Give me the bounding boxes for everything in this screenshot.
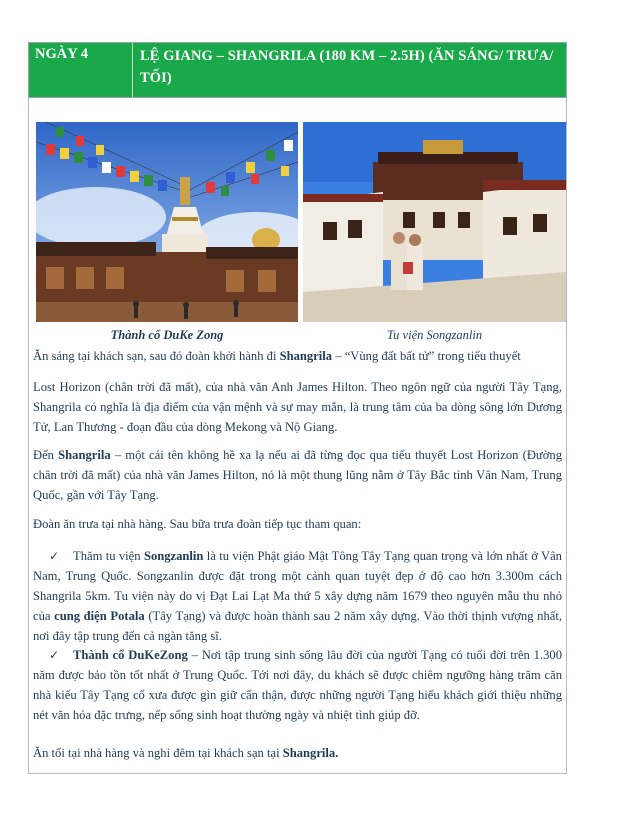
- paragraph-lost-horizon: Lost Horizon (chân trời đã mất), của nhà văn Anh James Hilton. Theo ngôn ngữ của người Tây Tạng, Shangrila có nghĩa là địa điểm của vận mệnh và sự may mắn, là trung tâm của ba dòng sông lớn Dương Tử, Lan Thương - đoạn đầu của dòng Mekong và Nộ Giang.: [33, 380, 562, 434]
- check-icon: ✓: [49, 549, 60, 563]
- day-title: LỆ GIANG – SHANGRILA (180 KM – 2.5H) (ĂN SÁNG/ TRƯA/ TỐI): [140, 48, 554, 86]
- bold-shangrila-2: Shangrila: [58, 448, 111, 462]
- photo-dukezong: [36, 122, 298, 322]
- bullet-dukezong: ✓ Thành cổ DuKeZong – Nơi tập trung sinh sống lâu đời của người Tạng có tuổi đời trên 1.300 năm được bảo tồn tốt nhất ở Trung Quốc. Tới nơi đây, du khách sẽ được chiêm ngưỡng hàng trăm căn nhà kiểu Tây Tạng cổ xưa được gìn giữ cẩn thận, được những người Tạng hiếu khách giới thiệu những nét văn hóa đặc trưng, nếp sống sinh hoạt thường ngày và nhiệt tình giúp đỡ.: [33, 645, 562, 725]
- bullet-songzanlin: ✓ Thăm tu viện Songzanlin là tu viện Phật giáo Mật Tông Tây Tạng quan trọng và lớn nhất ở Vân Nam, Trung Quốc. Songzanlin được đặt trong một cảnh quan tuyệt đẹp ở độ cao hơn 3.300m cách Shangrila 5km. Tu viện này do vị Đạt Lai Lạt Ma thứ 5 xây dựng năm 1679 theo nguyên mẫu thu nhỏ của cung điện Potala (Tây Tạng) và được hoàn thành sau 2 năm xây dựng. Vào thời thịnh vượng nhất, nơi đây tập trung đến cả ngàn tăng sĩ.: [33, 546, 562, 646]
- paragraph-lunch: Đoàn ăn trưa tại nhà hàng. Sau bữa trưa đoàn tiếp tục tham quan:: [33, 517, 362, 531]
- check-icon: ✓: [49, 648, 60, 662]
- caption-songzanlin: Tu viện Songzanlin: [386, 328, 483, 342]
- day-label: NGÀY 4: [29, 43, 133, 97]
- paragraph-dinner: Ăn tối tại nhà hàng và nghỉ đêm tại khách sạn tại Shangrila.: [33, 746, 339, 760]
- photo-songzanlin-art: [303, 122, 566, 322]
- caption-dukezong: Thành cổ DuKe Zong: [110, 328, 224, 342]
- photo-dukezong-art: [36, 122, 298, 322]
- day-header: [28, 42, 567, 98]
- bold-shangrila: Shangrila: [279, 349, 333, 363]
- paragraph-intro: Ăn sáng tại khách sạn, sau đó đoàn khởi hành đi Shangrila – “Vùng đất bất tử” trong tiểu thuyết: [33, 349, 521, 363]
- photo-songzanlin: [303, 122, 566, 322]
- paragraph-shangrila: Đến Shangrila – một cái tên không hề xa lạ nếu ai đã từng đọc qua tiểu thuyết Lost Horizon (Đường chân trời đã mất) của nhà văn James Hilton, nó là một thung lũng nằm ở Tây Bắc tỉnh Vân Nam, Trung Quốc, gần với Tây Tạng.: [33, 448, 562, 502]
